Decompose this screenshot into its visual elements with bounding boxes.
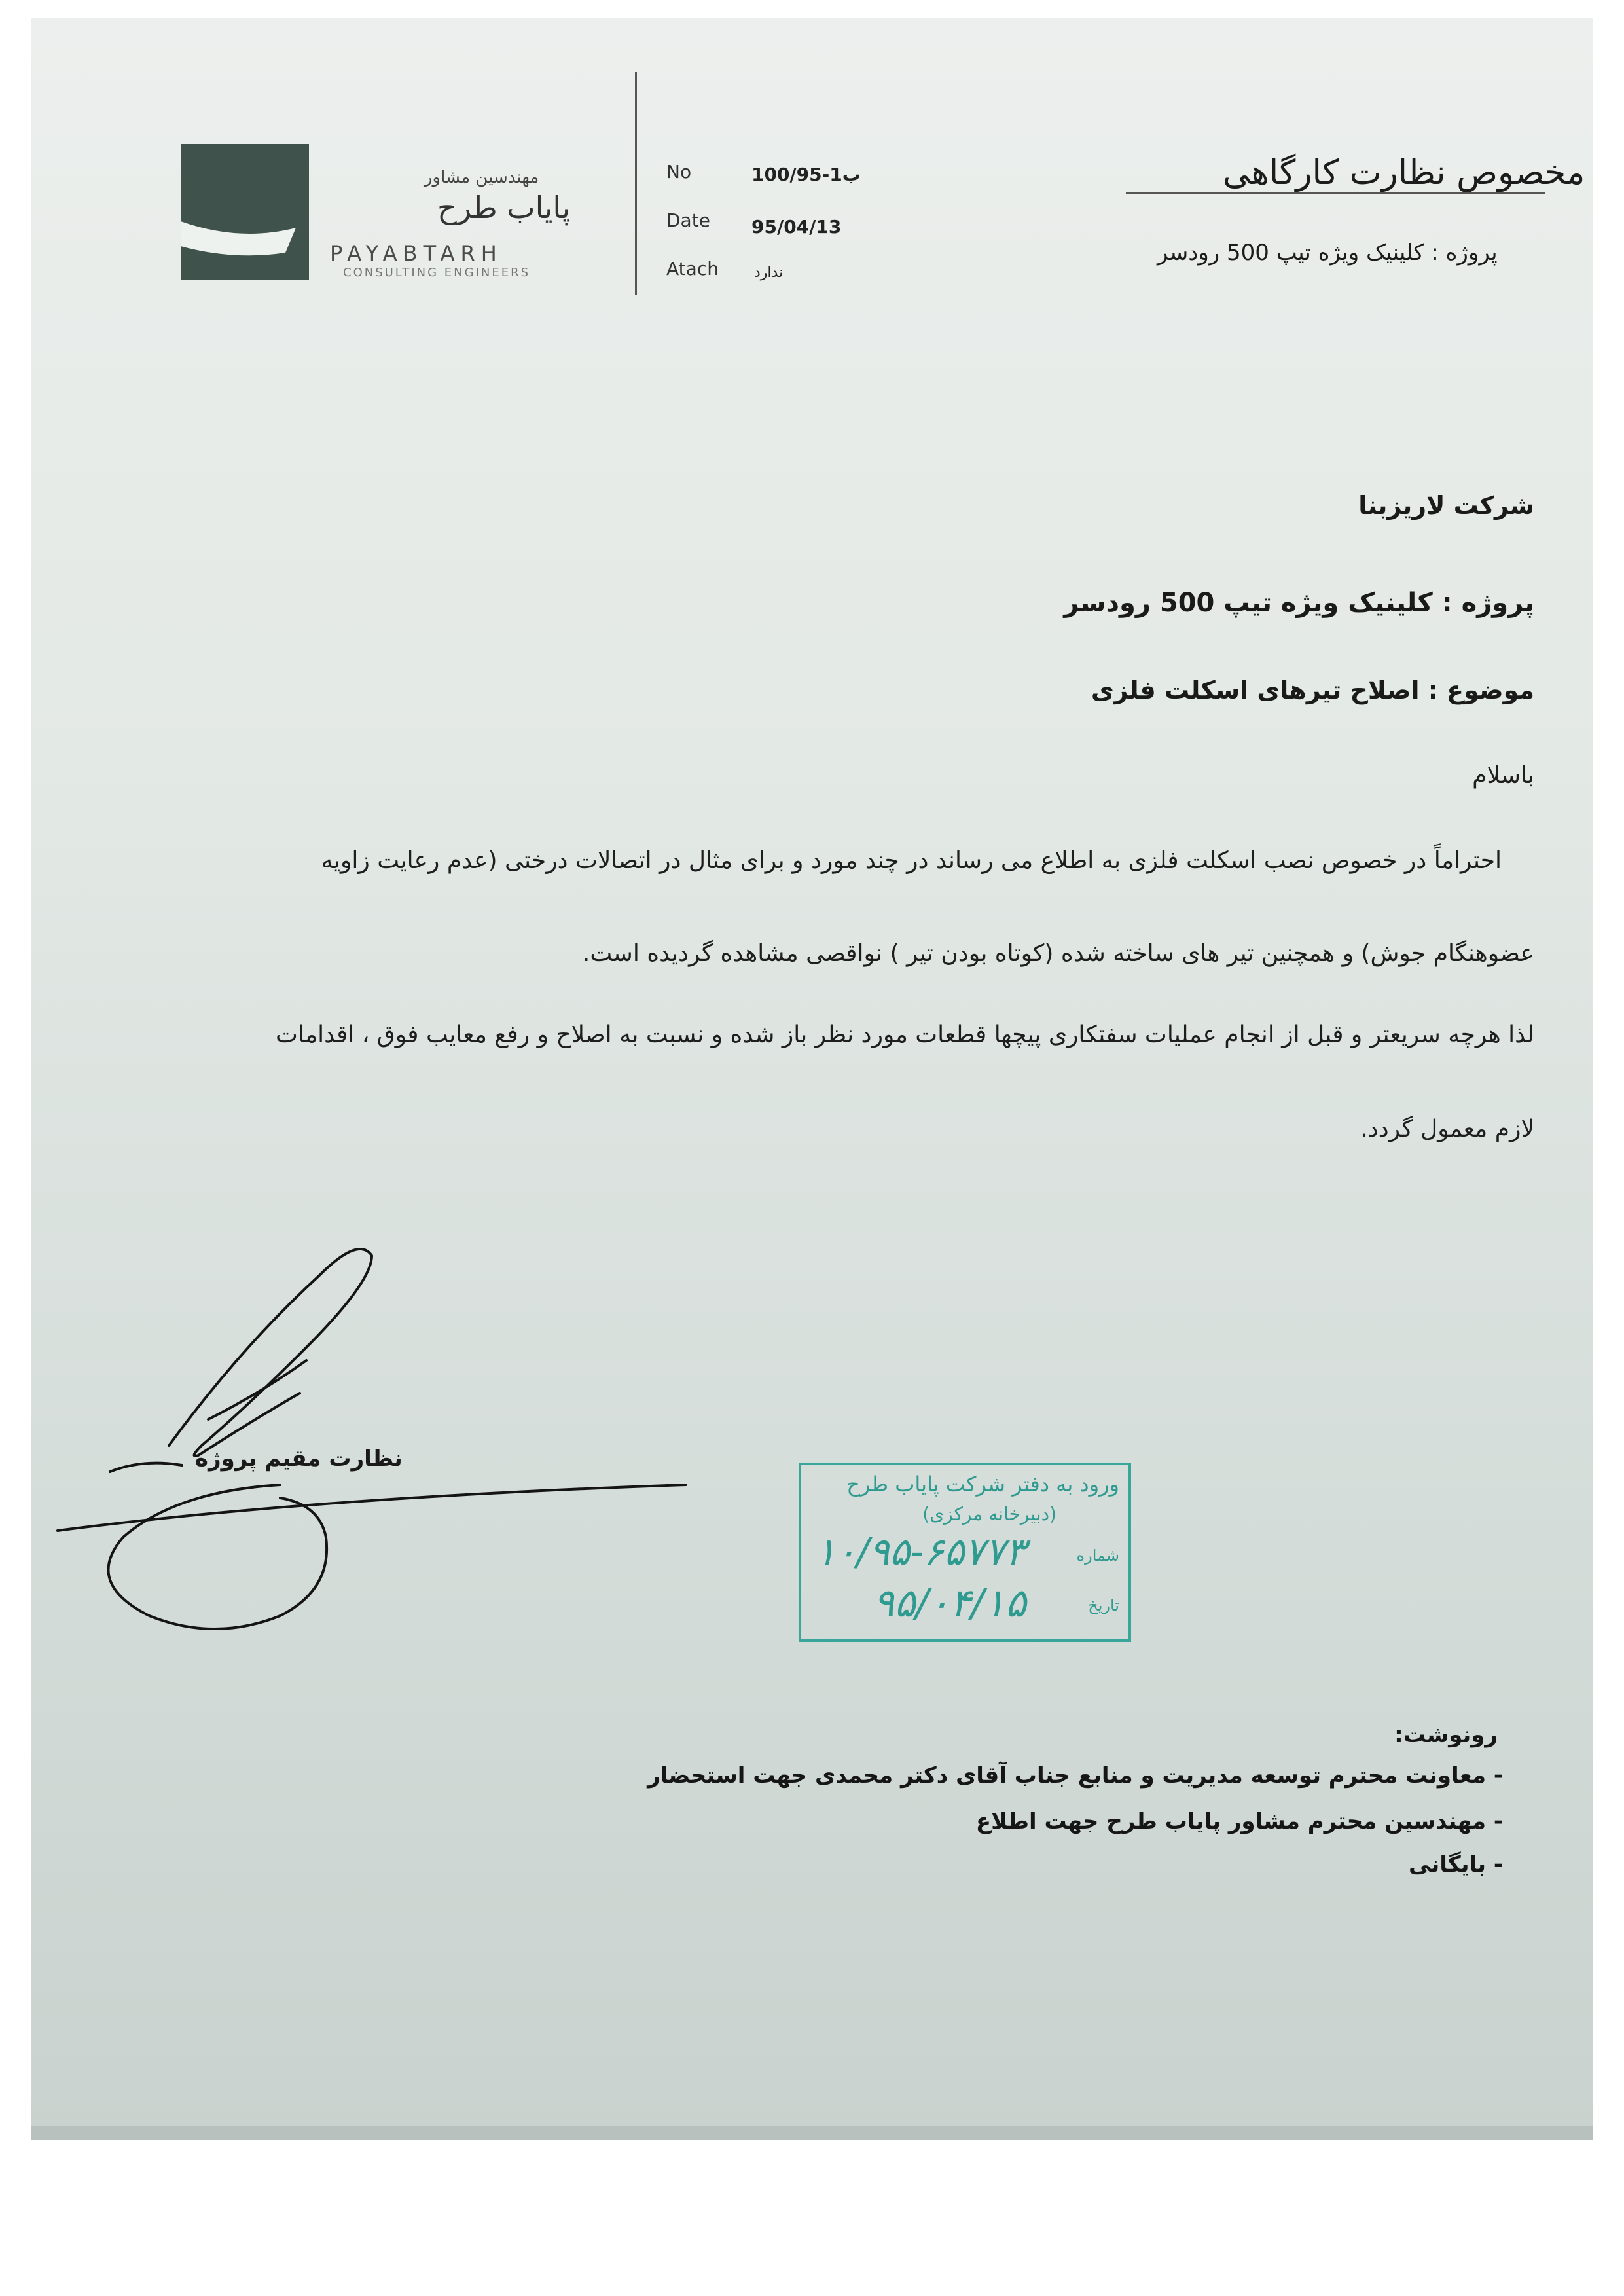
greeting: باسلام (1472, 762, 1534, 789)
body-line-2: عضوهنگام جوش) و همچنین تیر های ساخته شده (کوتاه بودن تیر ) نواقصی مشاهده گردیده است. (582, 940, 1534, 967)
cc-heading: رونوشت: (1394, 1722, 1498, 1748)
number-label: No (666, 161, 692, 183)
body-line-3: لذا هرچه سریعتر و قبل از انجام عملیات سفتکاری پیچها قطعات مورد نظر باز شده و نسبت به اصلاح و رفع معایب فوق ، اقدامات (276, 1021, 1534, 1048)
cc-item-2: - مهندسین محترم مشاور پایاب طرح جهت اطلاع (975, 1808, 1503, 1834)
cc-item-3: - بایگانی (1409, 1851, 1503, 1878)
header-title-underline (1126, 192, 1545, 194)
header-project-line: پروژه : کلینیک ویژه تیپ 500 رودسر (1157, 240, 1498, 266)
payabtarh-logo-mark (181, 144, 309, 280)
logo-persian-subtitle: مهندسین مشاور (424, 168, 539, 187)
logo-english-name: PAYABTARH (330, 241, 503, 266)
subject-line: موضوع : اصلاح تیرهای اسکلت فلزی (1091, 676, 1534, 704)
header-title: مخصوص نظارت کارگاهی (1223, 153, 1585, 192)
stamp-line-2: (دبیرخانه مرکزی) (922, 1503, 1056, 1525)
stamp-number-value: ۱۰/۹۵-۶۵۷۷۳ (816, 1529, 1026, 1574)
recipient: شرکت لاریزبنا (1358, 491, 1534, 520)
header-divider (635, 72, 637, 295)
body-line-4: لازم معمول گردد. (1360, 1116, 1534, 1142)
stamp-date-value: ۹۵/۰۴/۱۵ (873, 1580, 1026, 1626)
attach-label: Atach (666, 258, 719, 280)
scan-bottom-edge (31, 2126, 1593, 2140)
date-value: 95/04/13 (751, 216, 842, 238)
attach-value: ندارد (754, 264, 784, 281)
date-label: Date (666, 210, 710, 231)
signature-label: نظارت مقیم پروژه (195, 1446, 403, 1472)
project-line: پروژه : کلینیک ویژه تیپ 500 رودسر (1064, 588, 1534, 618)
letter-page (31, 18, 1593, 2140)
logo-persian-name: پایاب طرح (437, 190, 571, 225)
registration-stamp (799, 1463, 1131, 1642)
handwritten-signature (45, 1197, 699, 1681)
cc-item-1: - معاونت محترم توسعه مدیریت و منابع جناب آقای دکتر محمدی جهت استحضار (647, 1762, 1503, 1789)
stamp-number-label: شماره (1076, 1546, 1119, 1565)
stamp-line-1: ورود به دفتر شرکت پایاب طرح (846, 1472, 1119, 1497)
number-value: 100/95-ب1 (751, 164, 861, 185)
logo-english-subtitle: CONSULTING ENGINEERS (343, 266, 531, 280)
stamp-date-label: تاریخ (1088, 1596, 1119, 1614)
body-line-1: احتراماً در خصوص نصب اسکلت فلزی به اطلاع می رساند در چند مورد و برای مثال در اتصالات درختی (عدم رعایت زاویه (321, 847, 1502, 874)
